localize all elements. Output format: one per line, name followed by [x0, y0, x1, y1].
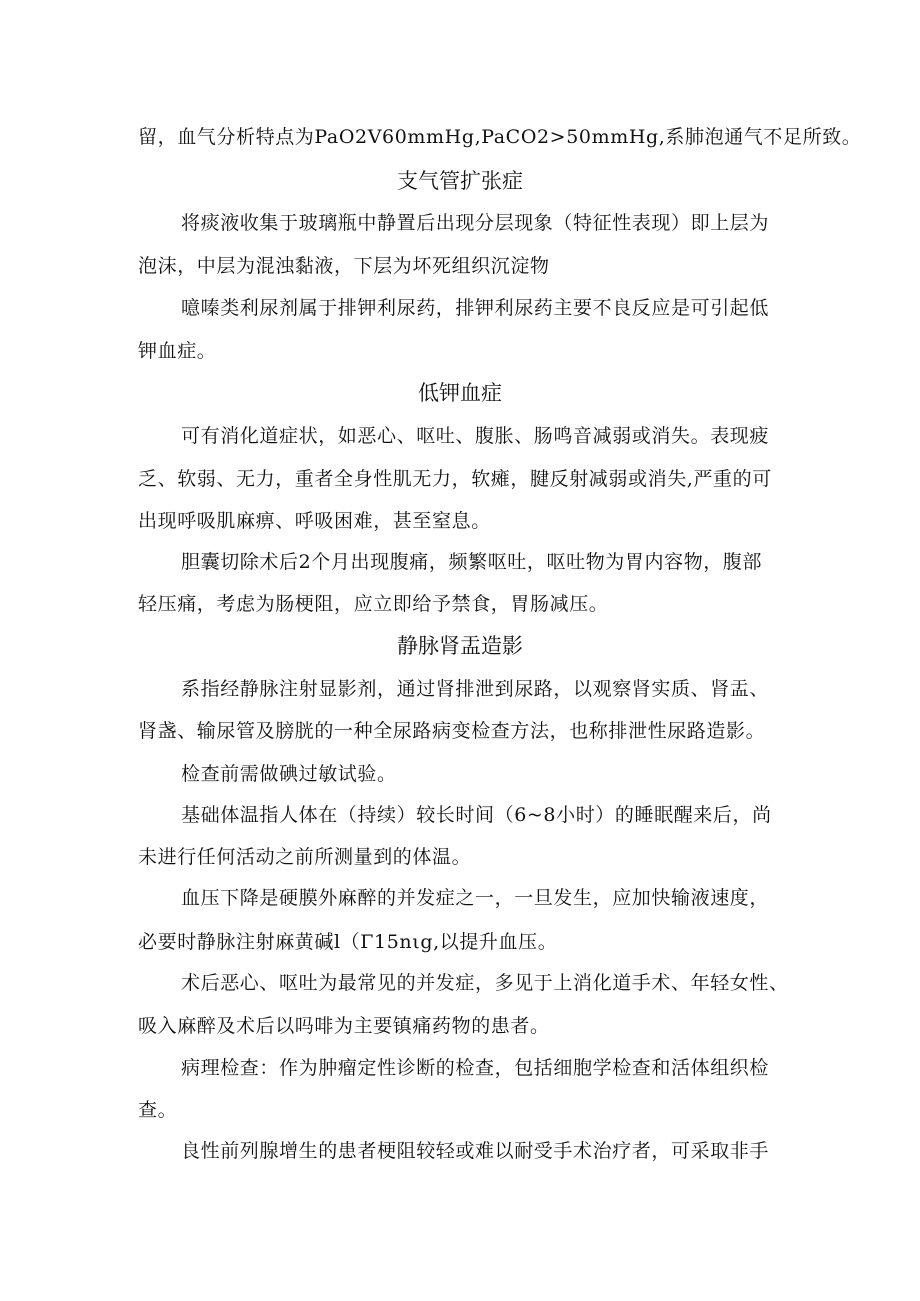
paragraph-line: 病理检查：作为肿瘤定性诊断的检查，包括细胞学检查和活体组织检 [181, 1057, 770, 1079]
paragraph-line: 未进行任何活动之前所测量到的体温。 [138, 846, 472, 868]
paragraph-line: 轻压痛，考虑为肠梗阻，应立即给予禁食，胃肠减压。 [138, 593, 609, 615]
paragraph-line: 血压下降是硬膜外麻醉的并发症之一，一旦发生，应加快输液速度， [181, 887, 770, 909]
section-heading: 低钾血症 [418, 381, 502, 405]
intro-line: 留，血气分析特点为PaO2V60mmHg,PaCO2>50mmHg,系肺泡通气不足所致。 [138, 126, 862, 148]
paragraph-line: 将痰液收集于玻璃瓶中静置后出现分层现象（特征性表现）即上层为 [181, 212, 770, 234]
paragraph-line: 泡沫，中层为混浊黏液，下层为坏死组织沉淀物 [138, 255, 550, 277]
section-heading: 支气管扩张症 [397, 169, 523, 193]
paragraph-line: 基础体温指人体在（持续）较长时间（6~8小时）的睡眠醒来后，尚 [181, 804, 772, 826]
paragraph-line: 肾盏、输尿管及膀胱的一种全尿路病变检查方法，也称排泄性尿路造影。 [138, 720, 766, 742]
paragraph-line: 检查前需做碘过敏试验。 [181, 763, 397, 785]
paragraph-line: 查。 [138, 1099, 178, 1121]
paragraph-line: 吸入麻醉及术后以吗啡为主要镇痛药物的患者。 [138, 1015, 550, 1037]
paragraph-line: 出现呼吸肌麻痹、呼吸困难，甚至窒息。 [138, 510, 491, 532]
paragraph-line: 噫嗪类利尿剂属于排钾利尿药，排钾利尿药主要不良反应是可引起低 [181, 297, 770, 319]
paragraph-line: 系指经静脉注射显影剂，通过肾排泄到尿路，以观察肾实质、肾盂、 [181, 678, 770, 700]
section-heading: 静脉肾盂造影 [397, 634, 523, 658]
paragraph-line: 术后恶心、呕吐为最常见的并发症，多见于上消化道手术、年轻女性、 [181, 972, 789, 994]
paragraph-line: 良性前列腺增生的患者梗阻较轻或难以耐受手术治疗者，可采取非手 [181, 1140, 770, 1162]
paragraph-line: 钾血症。 [138, 340, 217, 362]
paragraph-line: 必要时静脉注射麻黄碱l（Γ15nιg,以提升血压。 [138, 931, 558, 953]
paragraph-line: 乏、软弱、无力，重者全身性肌无力，软瘫，腱反射减弱或消失,严重的可 [138, 468, 772, 490]
paragraph-line: 胆囊切除术后2个月出现腹痛，频繁呕吐，呕吐物为胃内容物，腹部 [181, 551, 763, 573]
paragraph-line: 可有消化道症状，如恶心、呕吐、腹胀、肠鸣音减弱或消失。表现疲 [181, 425, 770, 447]
